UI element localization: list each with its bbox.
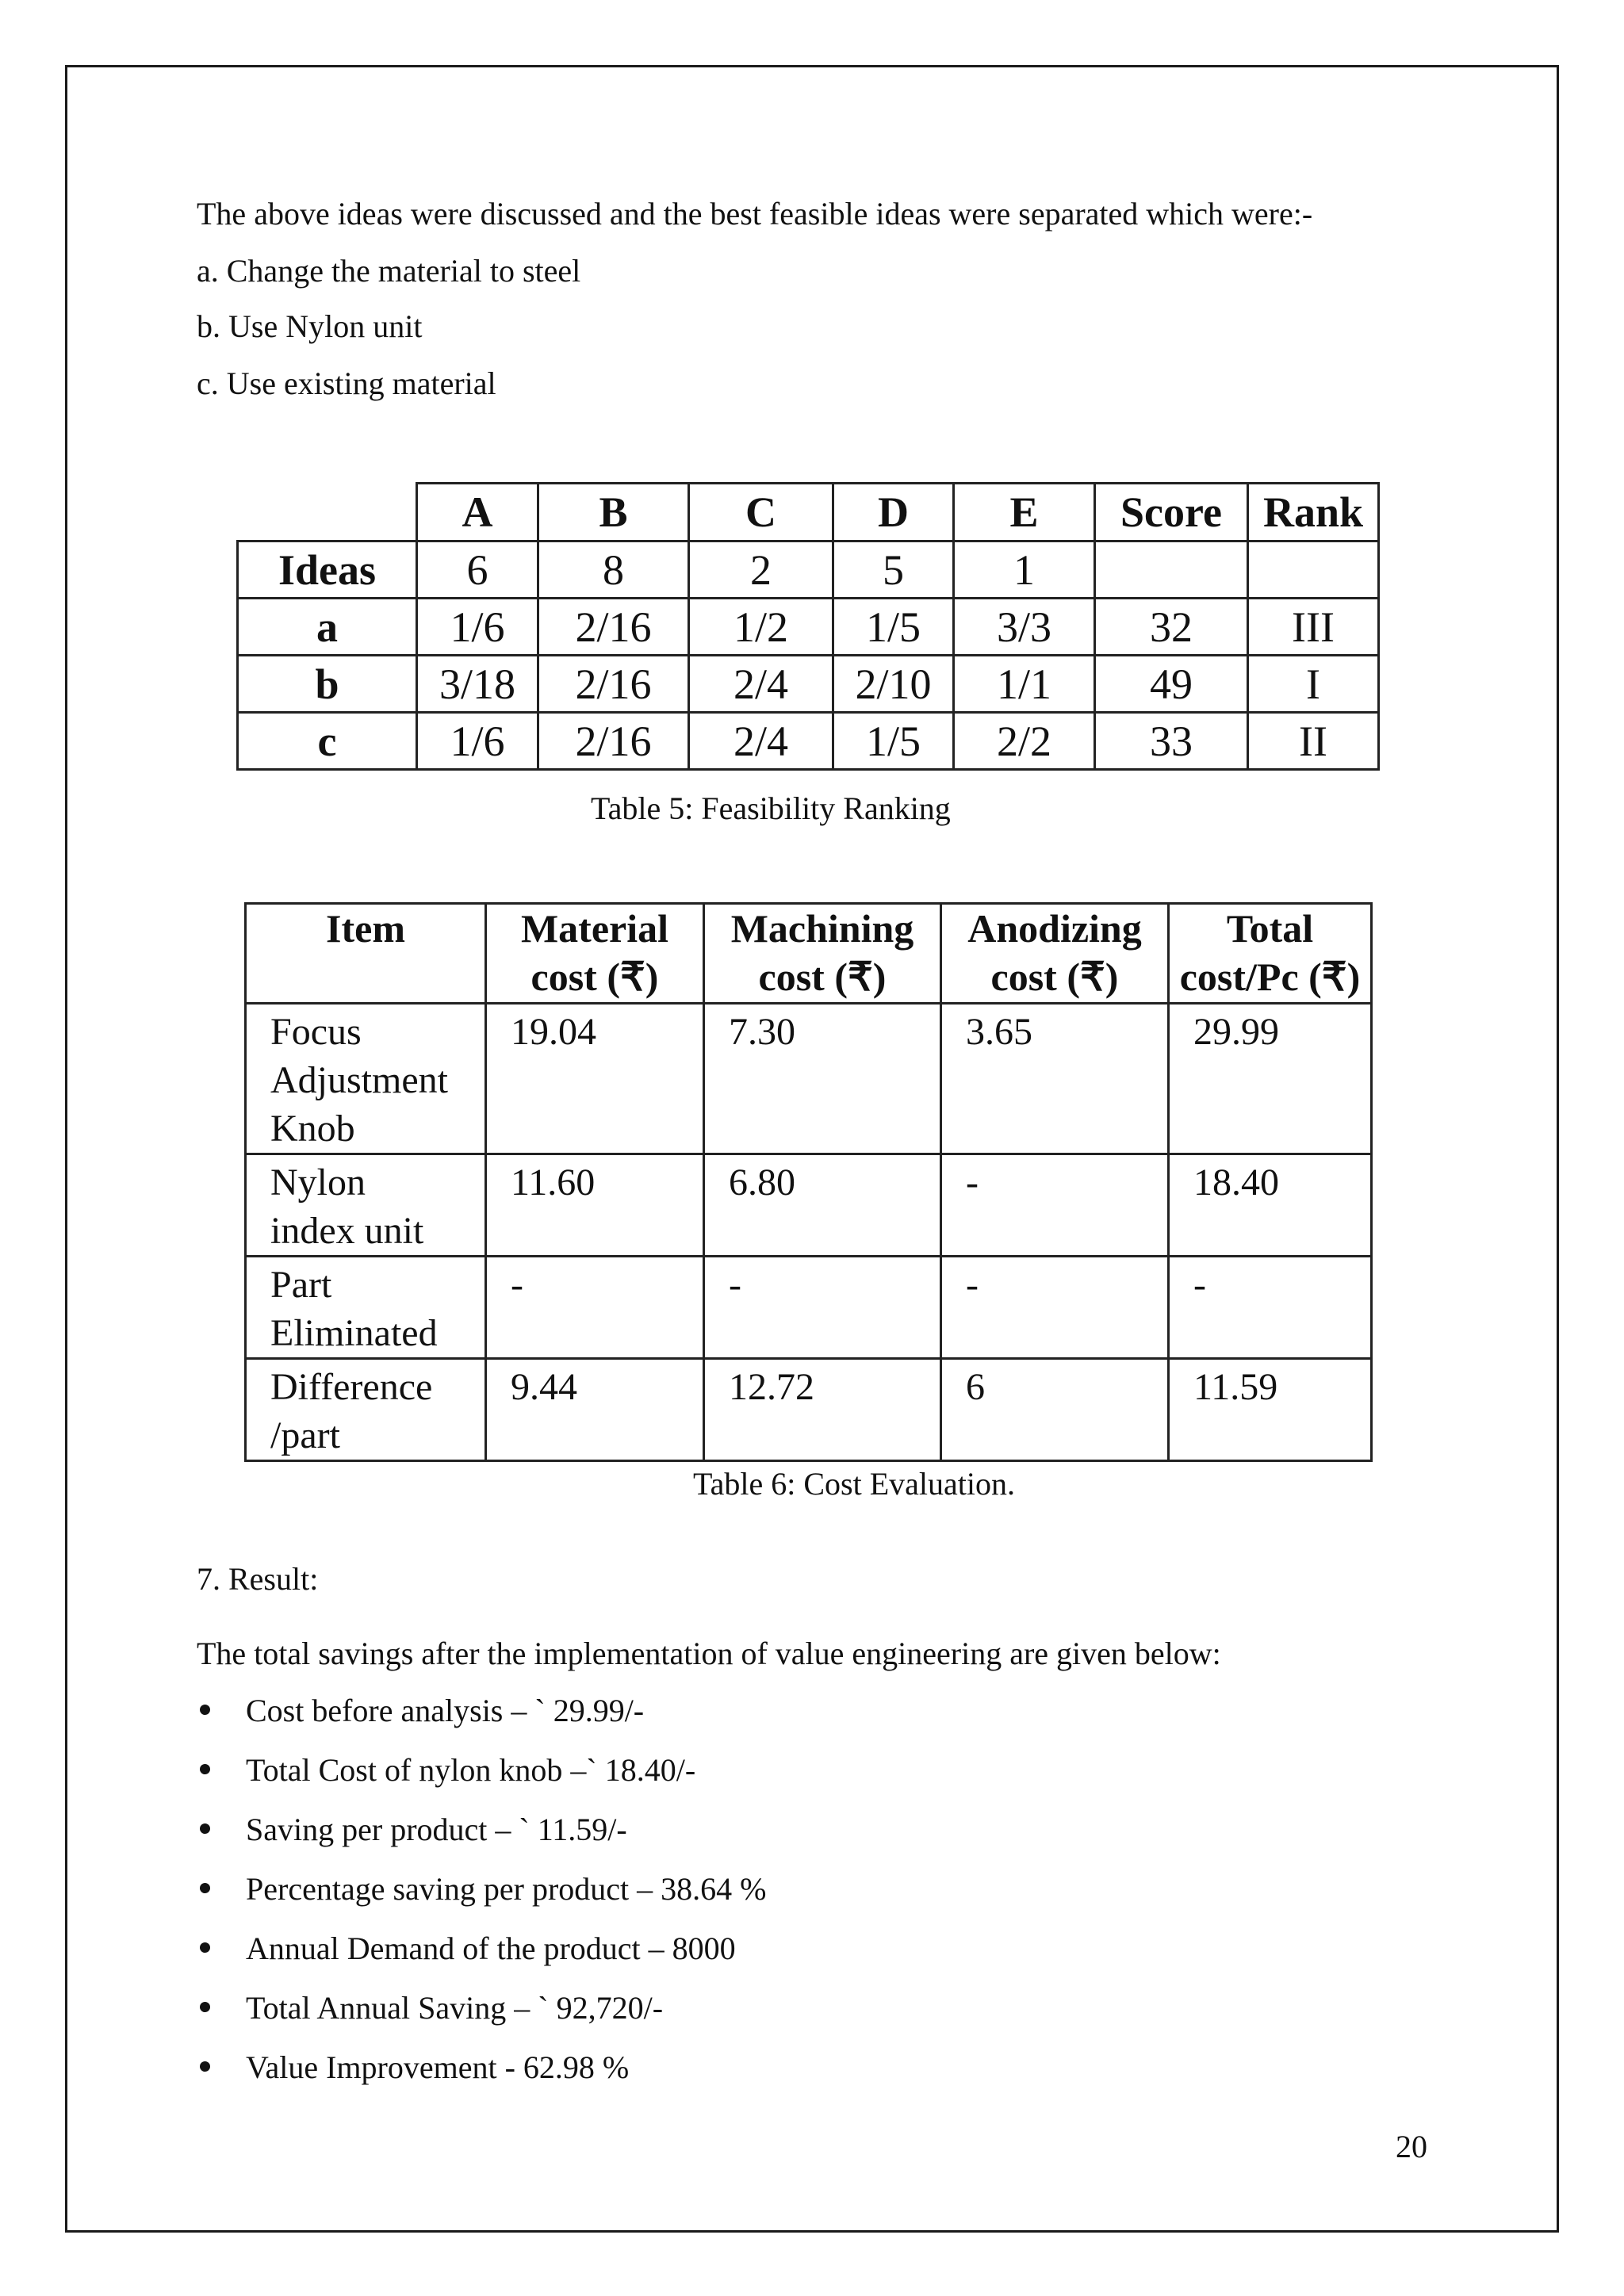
table-cell: 2/2 (954, 713, 1095, 770)
table-cell: 1/5 (833, 599, 954, 656)
table-cell: 7.30 (704, 1004, 941, 1154)
weight-cell: 1 (954, 541, 1095, 599)
list-item-text: Total Annual Saving – ` 92,720/- (246, 1990, 664, 2026)
bullet-icon (200, 1883, 210, 1893)
table-cell: III (1248, 599, 1379, 656)
page-number: 20 (1396, 2129, 1427, 2164)
table-cell: 11.60 (486, 1154, 704, 1257)
table5-caption: Table 5: Feasibility Ranking (591, 790, 951, 826)
bullet-icon (200, 1705, 210, 1715)
table-row (246, 1154, 1372, 1257)
table-row (238, 713, 1379, 770)
table-cell: 11.59 (1169, 1359, 1372, 1461)
idea-label: b (238, 656, 417, 713)
table-cell: 2/10 (833, 656, 954, 713)
list-item (197, 1872, 766, 1931)
item-line: Eliminated (270, 1312, 438, 1354)
criterion-header: C (689, 484, 833, 541)
list-item-text: Value Improvement - 62.98 % (246, 2049, 630, 2085)
item-line: Knob (270, 1108, 355, 1150)
table-cell: 33 (1095, 713, 1248, 770)
list-item-text: Annual Demand of the product – 8000 (246, 1931, 736, 1966)
table-cell: 29.99 (1169, 1004, 1372, 1154)
table-header-row (246, 904, 1372, 1004)
item-line: Difference (270, 1366, 433, 1408)
list-item (197, 1991, 766, 2050)
table-cell: 6.80 (704, 1154, 941, 1257)
result-heading: 7. Result: (197, 1561, 319, 1597)
feasibility-ranking-table (236, 482, 1380, 771)
table-cell: 2/16 (538, 713, 689, 770)
result-intro: The total savings after the implementation of value engineering are given below: (197, 1636, 1221, 1671)
header-line: Total (1226, 906, 1314, 951)
idea-label: a (238, 599, 417, 656)
table6-caption: Table 6: Cost Evaluation. (693, 1466, 1016, 1502)
item-line: Nylon (270, 1161, 366, 1203)
table-cell: 18.40 (1169, 1154, 1372, 1257)
item-cell (246, 1257, 486, 1359)
list-item-text: Cost before analysis – ` 29.99/- (246, 1693, 645, 1728)
table-header-row (238, 484, 1379, 541)
table-cell: 19.04 (486, 1004, 704, 1154)
header-line: cost/Pc (₹) (1179, 955, 1361, 999)
table-row (238, 656, 1379, 713)
table-cell: - (704, 1257, 941, 1359)
table-row (246, 1004, 1372, 1154)
weight-cell (1095, 541, 1248, 599)
column-header-item (246, 904, 486, 1004)
weight-cell (1248, 541, 1379, 599)
table-cell: 2/4 (689, 713, 833, 770)
table-corner-cell (238, 484, 417, 541)
intro-item-c: c. Use existing material (197, 365, 496, 401)
column-header-machining (704, 904, 941, 1004)
bullet-icon (200, 1823, 210, 1834)
column-header-anodizing (941, 904, 1169, 1004)
column-header-total (1169, 904, 1372, 1004)
list-item (197, 1812, 766, 1872)
table-cell: 12.72 (704, 1359, 941, 1461)
table-cell: 1/6 (417, 599, 538, 656)
table-row (246, 1359, 1372, 1461)
list-item (197, 2050, 766, 2110)
header-line: cost (₹) (990, 955, 1119, 999)
table-cell: - (941, 1257, 1169, 1359)
table-cell: 2/16 (538, 656, 689, 713)
item-line: /part (270, 1414, 340, 1456)
header-line: cost (₹) (530, 955, 659, 999)
ideas-label: Ideas (238, 541, 417, 599)
item-cell (246, 1359, 486, 1461)
intro-item-b: b. Use Nylon unit (197, 308, 423, 344)
table-cell: 1/6 (417, 713, 538, 770)
header-line: Item (326, 906, 405, 951)
item-line: Focus (270, 1011, 362, 1053)
header-line: cost (₹) (758, 955, 887, 999)
item-line: Part (270, 1264, 332, 1306)
idea-label: c (238, 713, 417, 770)
list-item (197, 1693, 766, 1753)
weight-cell: 2 (689, 541, 833, 599)
list-item (197, 1931, 766, 1991)
table-cell: 1/5 (833, 713, 954, 770)
bullet-icon (200, 2002, 210, 2012)
list-item-text: Total Cost of nylon knob –` 18.40/- (246, 1752, 696, 1788)
table-row (238, 599, 1379, 656)
score-header: Score (1095, 484, 1248, 541)
table-cell: 2/4 (689, 656, 833, 713)
savings-list (197, 1693, 766, 2110)
list-item-text: Percentage saving per product – 38.64 % (246, 1871, 767, 1907)
table-cell: - (486, 1257, 704, 1359)
criterion-header: A (417, 484, 538, 541)
table-cell: 1/1 (954, 656, 1095, 713)
weight-cell: 6 (417, 541, 538, 599)
bullet-icon (200, 2061, 210, 2072)
item-cell (246, 1154, 486, 1257)
criterion-header: B (538, 484, 689, 541)
intro-sentence: The above ideas were discussed and the best feasible ideas were separated which were:- (197, 196, 1313, 232)
bullet-icon (200, 1942, 210, 1953)
table-cell: 3/3 (954, 599, 1095, 656)
table-cell: 2/16 (538, 599, 689, 656)
table-cell: 1/2 (689, 599, 833, 656)
table-cell: 3/18 (417, 656, 538, 713)
table-row (246, 1257, 1372, 1359)
table-cell: 32 (1095, 599, 1248, 656)
table-cell: 3.65 (941, 1004, 1169, 1154)
table-cell: 9.44 (486, 1359, 704, 1461)
intro-item-a: a. Change the material to steel (197, 253, 581, 289)
header-line: Machining (730, 906, 914, 951)
list-item (197, 1753, 766, 1812)
bullet-icon (200, 1764, 210, 1774)
list-item-text: Saving per product – ` 11.59/- (246, 1812, 627, 1847)
table-cell: I (1248, 656, 1379, 713)
table-cell: 6 (941, 1359, 1169, 1461)
weights-row (238, 541, 1379, 599)
table-cell: - (1169, 1257, 1372, 1359)
table-cell: II (1248, 713, 1379, 770)
weight-cell: 5 (833, 541, 954, 599)
table-cell: - (941, 1154, 1169, 1257)
criterion-header: D (833, 484, 954, 541)
rank-header: Rank (1248, 484, 1379, 541)
header-line: Anodizing (967, 906, 1142, 951)
weight-cell: 8 (538, 541, 689, 599)
cost-evaluation-table (244, 902, 1373, 1462)
item-line: index unit (270, 1210, 424, 1252)
column-header-material (486, 904, 704, 1004)
criterion-header: E (954, 484, 1095, 541)
item-cell (246, 1004, 486, 1154)
table-cell: 49 (1095, 656, 1248, 713)
header-line: Material (520, 906, 668, 951)
item-line: Adjustment (270, 1059, 448, 1101)
